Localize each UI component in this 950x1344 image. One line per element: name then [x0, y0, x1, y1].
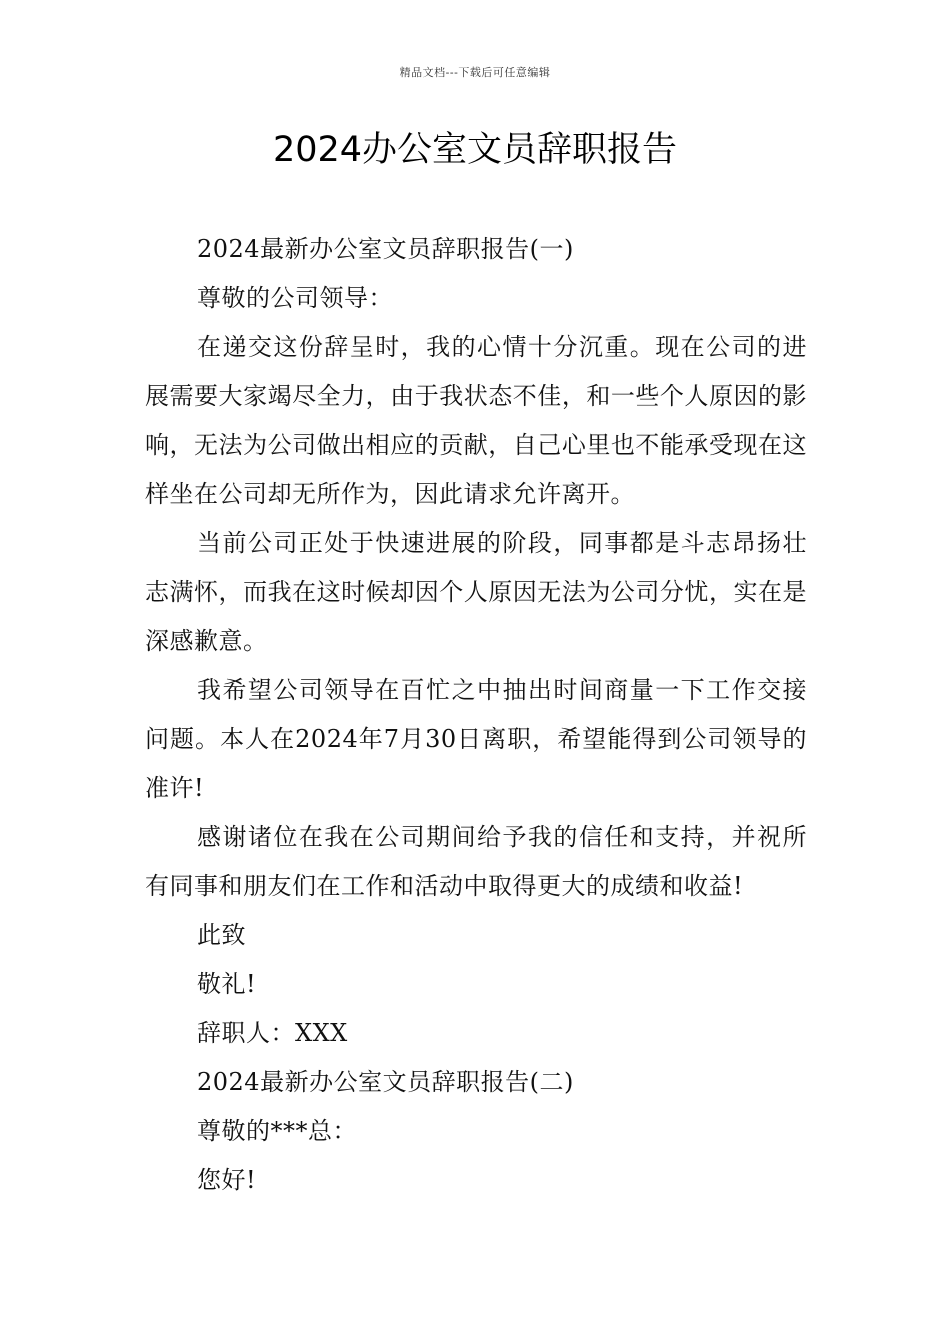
body-paragraph: 当前公司正处于快速进展的阶段，同事都是斗志昂扬壮志满怀，而我在这时候却因个人原因无法为公司分忧，实在是深感歉意。 [145, 529, 807, 655]
section-heading-2: 2024最新办公室文员辞职报告(二) [197, 1068, 574, 1096]
salutation: 尊敬的***总： [197, 1117, 357, 1145]
header-note: 精品文档---下载后可任意编辑 [399, 66, 551, 79]
closing-line: 敬礼! [197, 970, 257, 998]
body-paragraph: 我希望公司领导在百忙之中抽出时间商量一下工作交接问题。本人在2024年7月30日离职，希望能得到公司领导的准许! [145, 676, 807, 802]
salutation: 尊敬的公司领导： [197, 284, 393, 312]
body-paragraph: 感谢诸位在我在公司期间给予我的信任和支持，并祝所有同事和朋友们在工作和活动中取得更大的成绩和收益! [145, 823, 807, 900]
document-body [145, 225, 807, 1205]
body-paragraph: 在递交这份辞呈时，我的心情十分沉重。现在公司的进展需要大家竭尽全力，由于我状态不佳，和一些个人原因的影响，无法为公司做出相应的贡献，自己心里也不能承受现在这样坐在公司却无所作为，因此请求允许离开。 [145, 333, 807, 508]
greeting: 您好! [197, 1166, 257, 1194]
signature-line: 辞职人：XXX [197, 1019, 348, 1047]
document-title: 2024办公室文员辞职报告 [272, 130, 678, 170]
section-heading-1: 2024最新办公室文员辞职报告(一) [197, 235, 574, 263]
closing-line: 此致 [197, 921, 246, 949]
